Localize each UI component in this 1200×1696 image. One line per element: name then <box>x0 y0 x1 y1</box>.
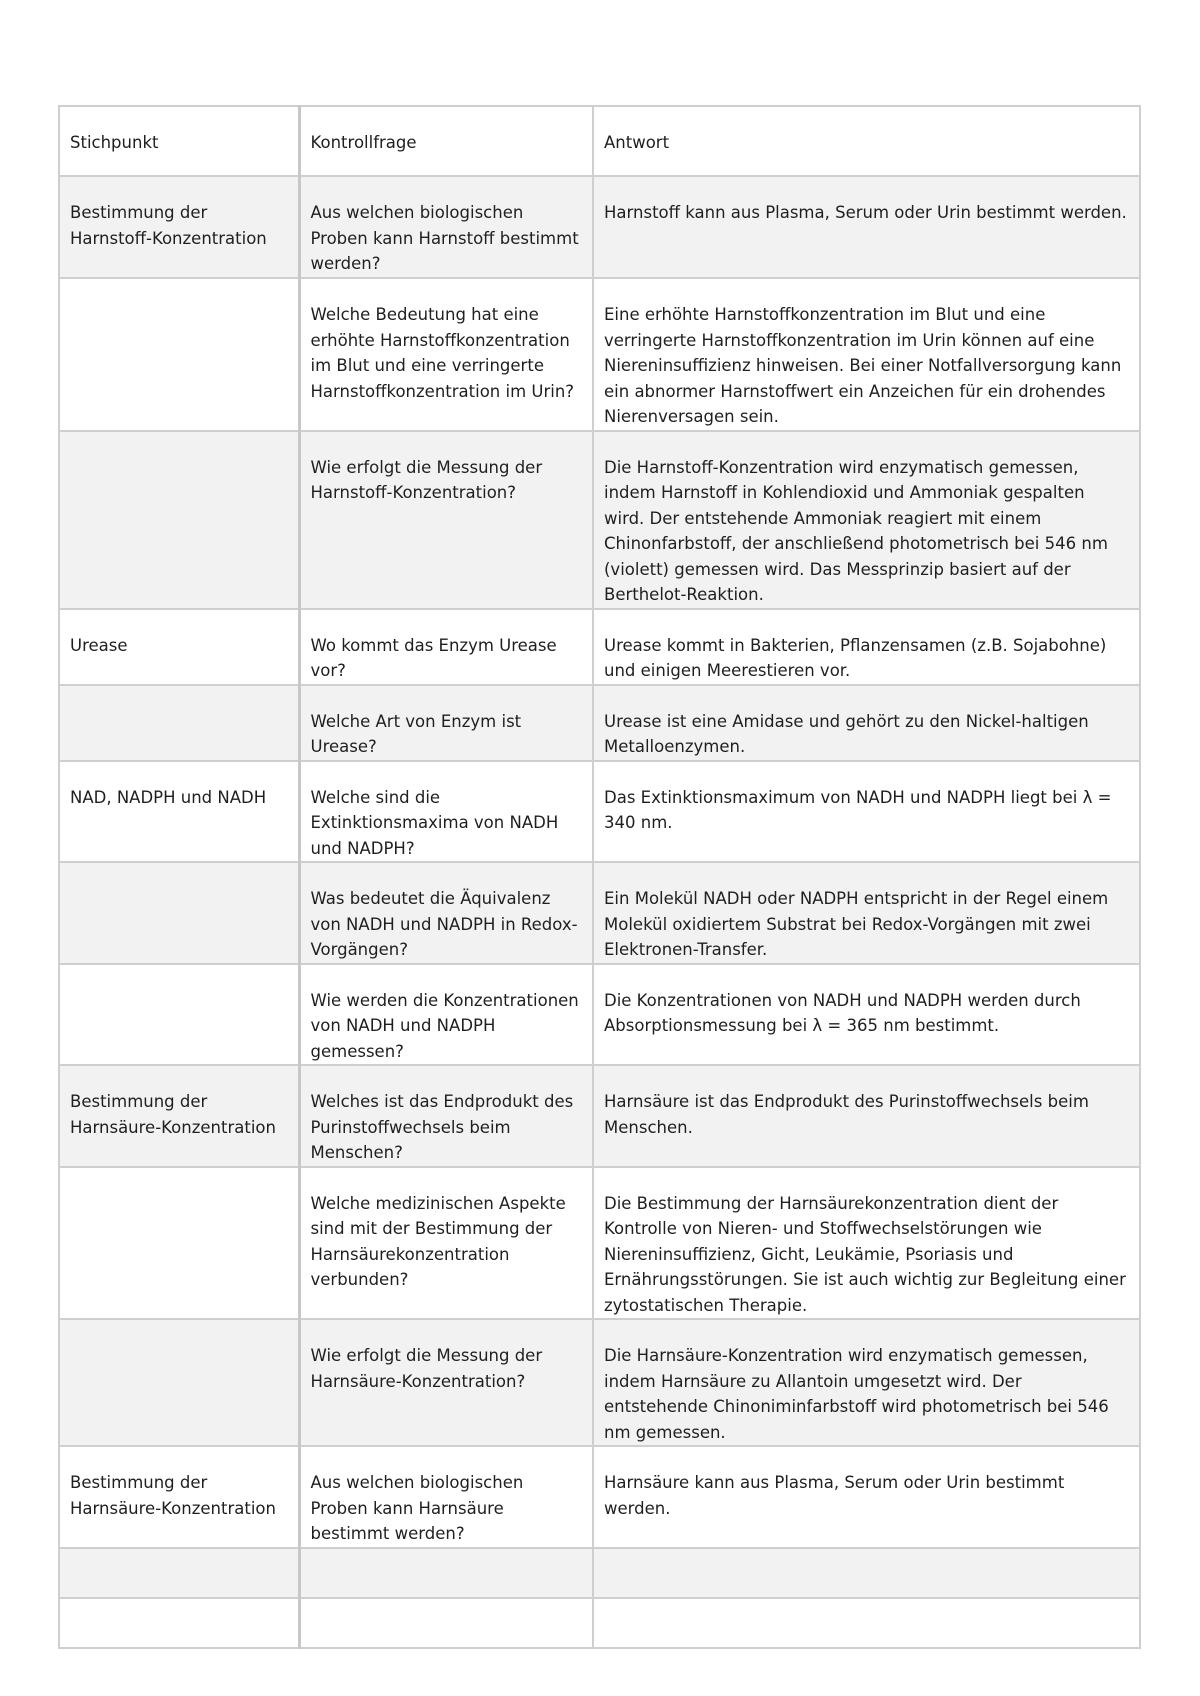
table-row <box>59 609 1140 685</box>
cell-kontrollfrage: Aus welchen biologischen Proben kann Harnsäure bestimmt werden? <box>299 1446 593 1548</box>
table-row <box>59 1598 1140 1648</box>
cell-stichpunkt: Bestimmung der Harnsäure-Konzentration <box>59 1065 299 1167</box>
table-row <box>59 1319 1140 1446</box>
cell-kontrollfrage: Was bedeutet die Äquivalenz von NADH und NADPH in Redox-Vorgängen? <box>299 862 593 964</box>
cell-stichpunkt <box>59 862 299 964</box>
cell-kontrollfrage: Wie erfolgt die Messung der Harnsäure-Konzentration? <box>299 1319 593 1446</box>
cell-stichpunkt: Bestimmung der Harnsäure-Konzentration <box>59 1446 299 1548</box>
cell-stichpunkt <box>59 1598 299 1648</box>
table-row <box>59 862 1140 964</box>
table-row <box>59 278 1140 431</box>
cell-kontrollfrage: Welche Art von Enzym ist Urease? <box>299 685 593 761</box>
cell-stichpunkt <box>59 431 299 609</box>
cell-stichpunkt <box>59 1548 299 1598</box>
cell-antwort: Harnsäure kann aus Plasma, Serum oder Urin bestimmt werden. <box>593 1446 1140 1548</box>
cell-stichpunkt <box>59 1167 299 1320</box>
cell-kontrollfrage: Aus welchen biologischen Proben kann Harnstoff bestimmt werden? <box>299 176 593 278</box>
cell-antwort <box>593 1548 1140 1598</box>
cell-kontrollfrage: Welche sind die Extinktionsmaxima von NADH und NADPH? <box>299 761 593 863</box>
cell-antwort: Die Harnsäure-Konzentration wird enzymatisch gemessen, indem Harnsäure zu Allantoin umgesetzt wird. Der entstehende Chinoniminfarbstoff wird photometrisch bei 546 nm gemessen. <box>593 1319 1140 1446</box>
cell-kontrollfrage: Wo kommt das Enzym Urease vor? <box>299 609 593 685</box>
cell-kontrollfrage <box>299 1598 593 1648</box>
table-header-row <box>59 106 1140 176</box>
table-row <box>59 176 1140 278</box>
cell-antwort: Die Harnstoff-Konzentration wird enzymatisch gemessen, indem Harnstoff in Kohlendioxid und Ammoniak gespalten wird. Der entstehende Ammoniak reagiert mit einem Chinonfarbstoff, der anschließend photometrisch bei 546 nm (violett) gemessen wird. Das Messprinzip basiert auf der Berthelot-Reaktion. <box>593 431 1140 609</box>
table-row <box>59 431 1140 609</box>
cell-kontrollfrage: Wie erfolgt die Messung der Harnstoff-Konzentration? <box>299 431 593 609</box>
cell-antwort: Urease kommt in Bakterien, Pflanzensamen (z.B. Sojabohne) und einigen Meerestieren vor. <box>593 609 1140 685</box>
table-row <box>59 685 1140 761</box>
cell-stichpunkt: Urease <box>59 609 299 685</box>
cell-antwort: Urease ist eine Amidase und gehört zu den Nickel-haltigen Metalloenzymen. <box>593 685 1140 761</box>
cell-antwort: Ein Molekül NADH oder NADPH entspricht in der Regel einem Molekül oxidiertem Substrat bei Redox-Vorgängen mit zwei Elektronen-Transfer. <box>593 862 1140 964</box>
document-page <box>58 105 1139 1649</box>
qa-table <box>58 105 1141 1649</box>
cell-stichpunkt <box>59 278 299 431</box>
header-kontrollfrage: Kontrollfrage <box>299 106 593 176</box>
cell-stichpunkt: NAD, NADPH und NADH <box>59 761 299 863</box>
cell-antwort <box>593 1598 1140 1648</box>
header-antwort: Antwort <box>593 106 1140 176</box>
header-stichpunkt: Stichpunkt <box>59 106 299 176</box>
cell-kontrollfrage: Welche medizinischen Aspekte sind mit der Bestimmung der Harnsäurekonzentration verbunden? <box>299 1167 593 1320</box>
table-row <box>59 1167 1140 1320</box>
cell-antwort: Harnstoff kann aus Plasma, Serum oder Urin bestimmt werden. <box>593 176 1140 278</box>
table-row <box>59 1065 1140 1167</box>
cell-antwort: Das Extinktionsmaximum von NADH und NADPH liegt bei λ = 340 nm. <box>593 761 1140 863</box>
cell-antwort: Die Bestimmung der Harnsäurekonzentration dient der Kontrolle von Nieren- und Stoffwechselstörungen wie Niereninsuffizienz, Gicht, Leukämie, Psoriasis und Ernährungsstörungen. Sie ist auch wichtig zur Begleitung einer zytostatischen Therapie. <box>593 1167 1140 1320</box>
cell-kontrollfrage: Welches ist das Endprodukt des Purinstoffwechsels beim Menschen? <box>299 1065 593 1167</box>
cell-antwort: Harnsäure ist das Endprodukt des Purinstoffwechsels beim Menschen. <box>593 1065 1140 1167</box>
cell-stichpunkt <box>59 685 299 761</box>
cell-antwort: Die Konzentrationen von NADH und NADPH werden durch Absorptionsmessung bei λ = 365 nm bestimmt. <box>593 964 1140 1066</box>
table-row <box>59 761 1140 863</box>
table-row <box>59 1548 1140 1598</box>
table-row <box>59 1446 1140 1548</box>
cell-stichpunkt <box>59 964 299 1066</box>
cell-kontrollfrage <box>299 1548 593 1598</box>
cell-kontrollfrage: Wie werden die Konzentrationen von NADH und NADPH gemessen? <box>299 964 593 1066</box>
table-row <box>59 964 1140 1066</box>
cell-stichpunkt: Bestimmung der Harnstoff-Konzentration <box>59 176 299 278</box>
cell-antwort: Eine erhöhte Harnstoffkonzentration im Blut und eine verringerte Harnstoffkonzentration im Urin können auf eine Niereninsuffizienz hinweisen. Bei einer Notfallversorgung kann ein abnormer Harnstoffwert ein Anzeichen für ein drohendes Nierenversagen sein. <box>593 278 1140 431</box>
cell-stichpunkt <box>59 1319 299 1446</box>
cell-kontrollfrage: Welche Bedeutung hat eine erhöhte Harnstoffkonzentration im Blut und eine verringerte Harnstoffkonzentration im Urin? <box>299 278 593 431</box>
